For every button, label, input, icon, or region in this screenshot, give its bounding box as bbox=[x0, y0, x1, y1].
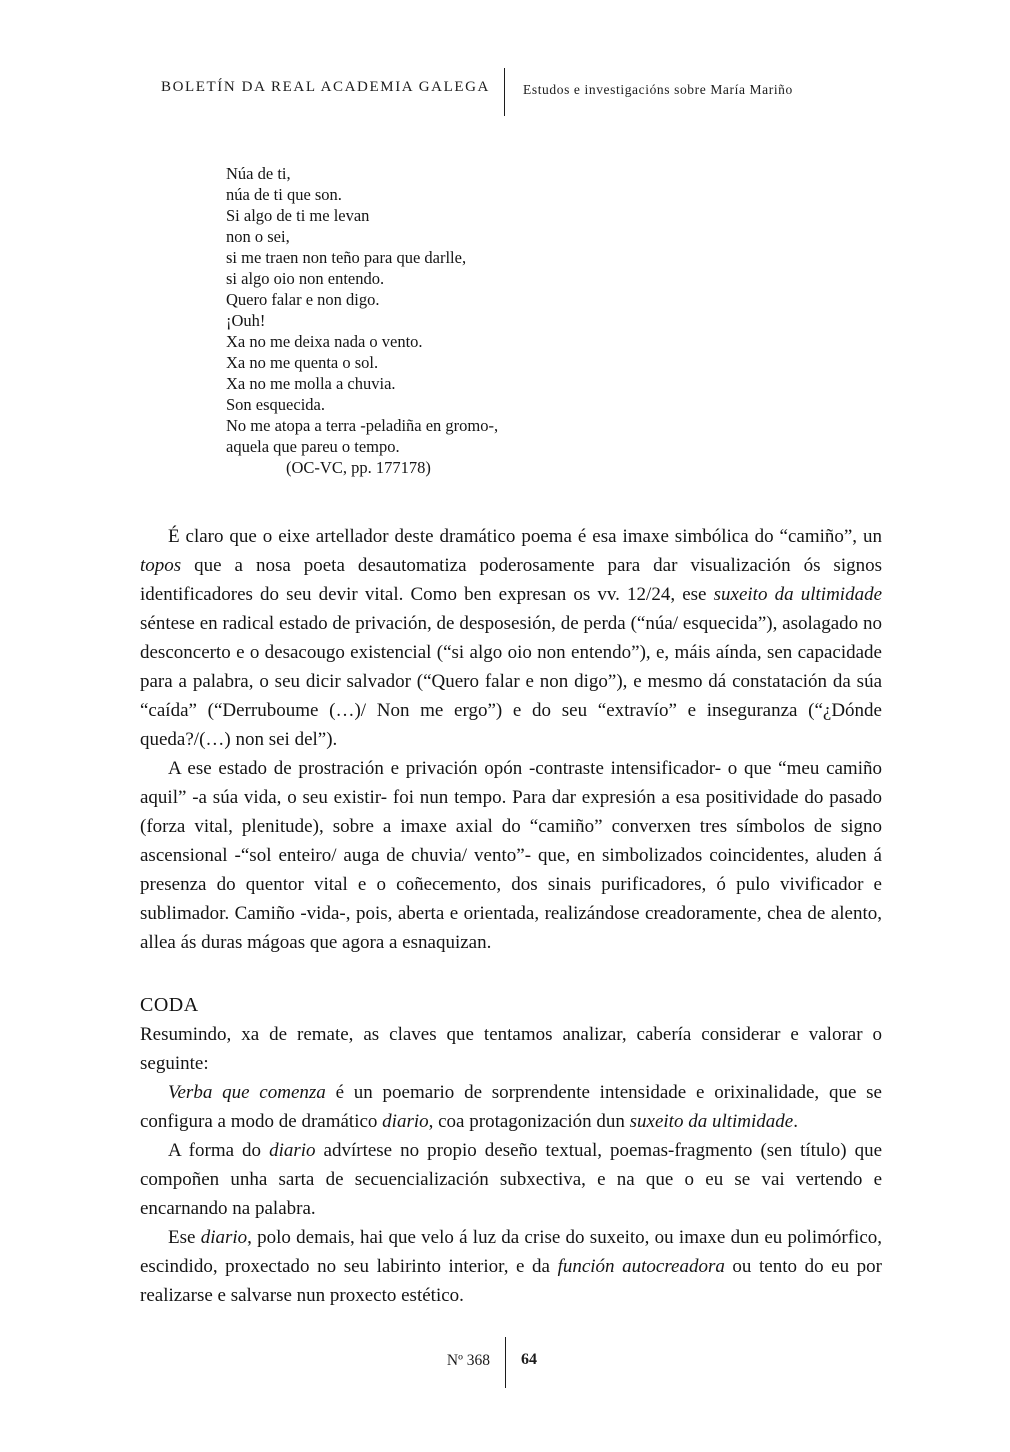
italic-text-run: diario bbox=[200, 1227, 248, 1248]
coda-paragraphs bbox=[140, 1020, 882, 1310]
italic-text-run: función autocreadora bbox=[557, 1256, 725, 1277]
paragraph bbox=[140, 1078, 882, 1136]
poem-line: aquela que pareu o tempo. bbox=[226, 437, 400, 456]
italic-text-run: suxeito da ultimidade bbox=[629, 1111, 794, 1132]
text-run: advírtese no propio deseño textual, poemas-fragmento (sen título) que compoñen unha sarta de secuencialización subxectiva, e na que o eu se vai vertendo e encarnando na palabra. bbox=[140, 1140, 882, 1219]
poem-line: Xa no me quenta o sol. bbox=[226, 353, 379, 372]
section-title: Estudos e investigacións sobre María Mariño bbox=[523, 82, 793, 97]
text-run: A ese estado de prostración e privación opón -contraste intensificador- o que “meu camiño aquil” -a súa vida, o seu existir- foi nun tempo. Para dar expresión a esa positividade do pasado (forza vital, plenitude), sobre a imaxe axial do “camiño” converxen tres símbolos de signo ascensional -“sol enteiro/ auga de chuvia/ vento”- que, en simbolizados coincidentes, aluden á presenza do quentor vital e o coñecemento, dos sinais purificadores, ó pulo vivificador e sublimador. Camiño -vida-, pois, aberta e orientada, realizándose creadoramente, chea de alento, allea ás duras mágoas que agora a esnaquizan. bbox=[140, 758, 882, 953]
poem-line: núa de ti que son. bbox=[226, 185, 342, 204]
page-number: 64 bbox=[521, 1351, 537, 1368]
text-run: A forma do bbox=[168, 1140, 270, 1161]
footer-divider-rule bbox=[505, 1337, 506, 1388]
poem-line: Son esquecida. bbox=[226, 395, 325, 414]
poem-line: Quero falar e non digo. bbox=[226, 290, 380, 309]
poem-lines bbox=[226, 163, 882, 457]
poem-line: Xa no me deixa nada o vento. bbox=[226, 332, 423, 351]
paragraph bbox=[140, 522, 882, 754]
paragraph bbox=[140, 1136, 882, 1223]
text-run: , polo demais, hai que velo á luz da crise do suxeito, ou imaxe dun eu polimórfico, escindido, proxectado no seu labirinto interior, e da bbox=[140, 1227, 882, 1277]
poem-line: Si algo de ti me levan bbox=[226, 206, 370, 225]
text-run: ou tento do eu por realizarse e salvarse nun proxecto estético. bbox=[140, 1256, 882, 1306]
text-run: Resumindo, xa de remate, as claves que tentamos analizar, cabería considerar e valorar o seguinte: bbox=[140, 1024, 882, 1074]
italic-text-run: suxeito da ultimidade bbox=[713, 584, 883, 605]
poem-attribution: (OC-VC, pp. 177178) bbox=[286, 458, 431, 477]
paragraph bbox=[140, 754, 882, 957]
italic-text-run: topos bbox=[140, 555, 182, 576]
text-run: Ese bbox=[168, 1227, 201, 1248]
coda-heading: CODA bbox=[140, 994, 199, 1016]
poem-line: Núa de ti, bbox=[226, 164, 291, 183]
text-run: é un poemario de sorprendente intensidade e orixinalidade, que se configura a modo de dramático bbox=[140, 1082, 882, 1132]
paragraph bbox=[140, 1223, 882, 1310]
analysis-paragraphs bbox=[140, 522, 882, 957]
poem-line: non o sei, bbox=[226, 227, 290, 246]
page-content bbox=[140, 163, 882, 1310]
italic-text-run: diario bbox=[269, 1140, 316, 1161]
italic-text-run: diario bbox=[382, 1111, 429, 1132]
poem-line: si algo oio non entendo. bbox=[226, 269, 385, 288]
italic-text-run: Verba que comenza bbox=[168, 1082, 326, 1103]
text-run: É claro que o eixe artellador deste dramático poema é esa imaxe simbólica do “camiño”, un bbox=[168, 526, 882, 547]
poem-line: ¡Ouh! bbox=[226, 311, 266, 330]
article-body bbox=[140, 522, 882, 1310]
poem-line: si me traen non teño para que darlle, bbox=[226, 248, 467, 267]
poem-line: Xa no me molla a chuvia. bbox=[226, 374, 396, 393]
paragraph bbox=[140, 1020, 882, 1078]
text-run: . bbox=[793, 1111, 798, 1132]
text-run: séntese en radical estado de privación, de desposesión, de perda (“núa/ esquecida”), asolagado no desconcerto e o desacougo existencial (“si algo oio non entendo”), e, máis aínda, sen capacidade para a palabra, o seu dicir salvador (“Quero falar e non digo”), e mesmo dá constatación da súa “caída” (“Derruboume (…)/ Non me ergo”) e do seu “extravío” e inseguranza (“¿Dónde queda?/(…) non sei del”). bbox=[140, 613, 882, 750]
poem-block bbox=[140, 163, 882, 457]
issue-number: Nº 368 bbox=[446, 1352, 490, 1369]
header-divider-rule bbox=[504, 68, 505, 116]
poem-line: No me atopa a terra -peladiña en gromo-, bbox=[226, 416, 499, 435]
text-run: , coa protagonización dun bbox=[428, 1111, 630, 1132]
journal-title: BOLETÍN DA REAL ACADEMIA GALEGA bbox=[160, 79, 490, 95]
text-run: que a nosa poeta desautomatiza poderosamente para dar visualización ós signos identificadores do seu devir vital. Como ben expresan os vv. 12/24, ese bbox=[140, 555, 882, 605]
